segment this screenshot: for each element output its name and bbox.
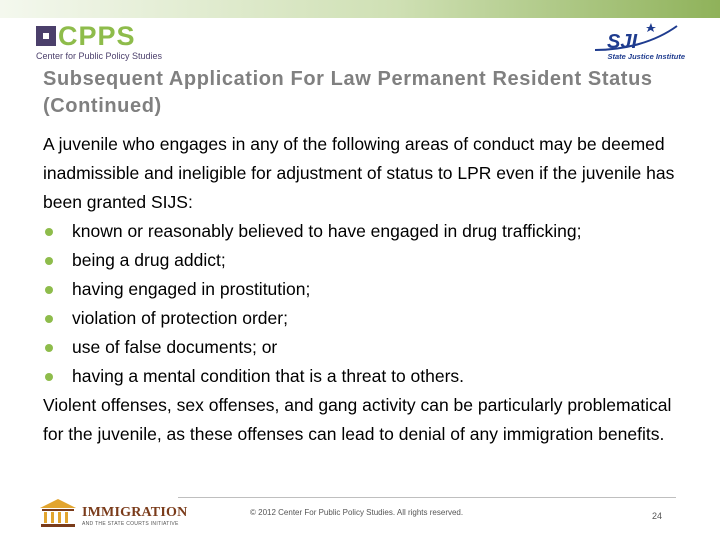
list-item-text: being a drug addict; [72, 250, 226, 270]
immigration-logo-subtitle: AND THE STATE COURTS INITIATIVE [82, 521, 179, 527]
list-item-text: use of false documents; or [72, 337, 278, 357]
cpps-logo-subtitle: Center for Public Policy Studies [36, 51, 163, 61]
cpps-square-icon [36, 26, 56, 46]
list-item-text: violation of protection order; [72, 308, 288, 328]
intro-paragraph: A juvenile who engages in any of the following areas of conduct may be deemed inadmissible and ineligible for adjustment of status to LPR even if the juvenile has been granted SIJS: [43, 134, 675, 212]
sji-mark-icon [585, 20, 685, 54]
sji-logo-subtitle: State Justice Institute [607, 52, 685, 61]
sji-logo-letters: SJI [607, 31, 638, 53]
courthouse-icon [36, 496, 80, 530]
list-item-text: having engaged in prostitution; [72, 279, 311, 299]
list-item [43, 275, 683, 304]
list-item [43, 304, 683, 333]
list-item [43, 362, 683, 391]
bullet-dot-icon [45, 257, 53, 265]
bullet-dot-icon [45, 344, 53, 352]
list-item [43, 333, 683, 362]
bullet-dot-icon [45, 228, 53, 236]
conclusion-paragraph: Violent offenses, sex offenses, and gang activity can be particularly problematical for the juvenile, as these offenses can lead to denial of any immigration benefits. [43, 395, 672, 444]
page-number: 24 [652, 511, 663, 521]
list-item [43, 246, 683, 275]
copyright-notice: © 2012 Center For Public Policy Studies. All rights reserved. [250, 508, 464, 517]
slide-title: Subsequent Application For Law Permanent Resident Status (Continued) [43, 68, 653, 117]
slide-body [43, 130, 683, 449]
conduct-list [43, 217, 683, 391]
immigration-logo-word: IMMIGRATION [82, 505, 188, 520]
bullet-dot-icon [45, 286, 53, 294]
cpps-logo-letters: CPPS [58, 21, 136, 51]
sji-logo [585, 20, 685, 64]
list-item-text: known or reasonably believed to have engaged in drug trafficking; [72, 221, 582, 241]
bullet-dot-icon [45, 315, 53, 323]
top-gradient-bar [0, 0, 720, 18]
bullet-dot-icon [45, 373, 53, 381]
immigration-logo [36, 496, 188, 532]
cpps-logo [36, 22, 176, 64]
list-item-text: having a mental condition that is a threat to others. [72, 366, 465, 386]
list-item [43, 217, 683, 246]
